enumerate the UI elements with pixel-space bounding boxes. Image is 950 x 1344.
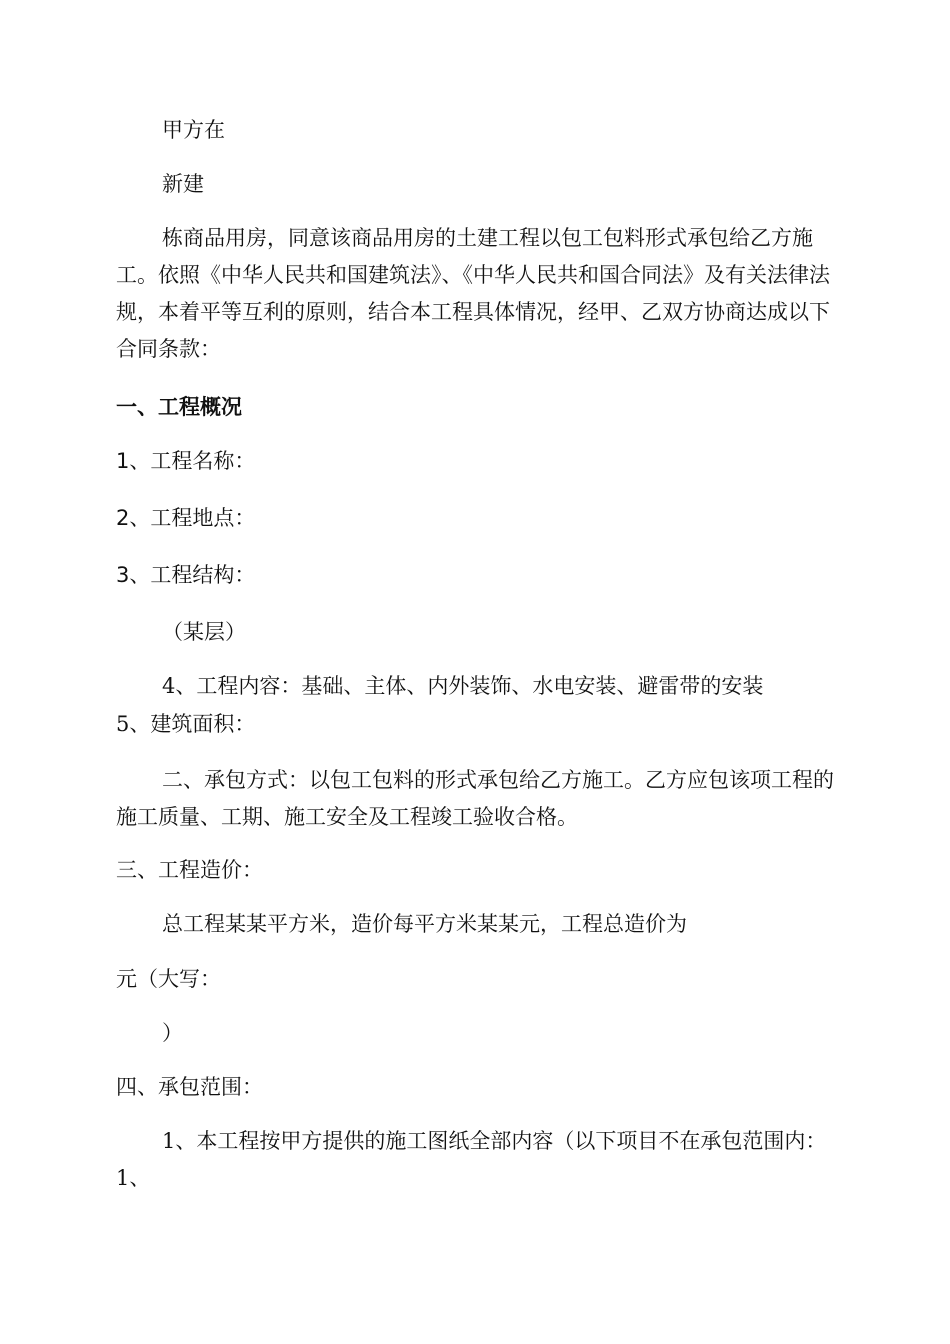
intro-paragraph: 栋商品用房，同意该商品用房的土建工程以包工包料形式承包给乙方施工。依照《中华人民共和国建筑法》、《中华人民共和国合同法》及有关法律法规，本着平等互利的原则，结合本工程具体情况，经甲、乙双方协商达成以下合同条款：: [116, 226, 830, 361]
scope-item1: 1、本工程按甲方提供的施工图纸全部内容（以下项目不在承包范围内：1、: [116, 1129, 827, 1190]
cost-capital-line: 元（大写：: [116, 967, 221, 991]
section3-heading: 三、工程造价：: [116, 858, 263, 882]
project-name-item: 1、工程名称：: [116, 449, 256, 473]
structure-note: （某层）: [162, 620, 246, 644]
section4-heading: 四、承包范围：: [116, 1075, 263, 1099]
project-content-item: 4、工程内容：基础、主体、内外装饰、水电安装、避雷带的安装: [162, 674, 764, 698]
section1-heading: 一、工程概况: [116, 395, 242, 419]
project-structure-item: 3、工程结构：: [116, 563, 256, 587]
party-a-line: 甲方在: [162, 118, 225, 142]
cost-line: 总工程某某平方米，造价每平方米某某元，工程总造价为: [162, 912, 687, 936]
new-build-line: 新建: [162, 172, 204, 196]
section2-paragraph: 二、承包方式：以包工包料的形式承包给乙方施工。乙方应包该项工程的施工质量、工期、施工安全及工程竣工验收合格。: [116, 768, 834, 829]
building-area-item: 5、建筑面积：: [116, 712, 256, 736]
project-location-item: 2、工程地点：: [116, 506, 256, 530]
cost-close-paren: ）: [162, 1021, 183, 1045]
